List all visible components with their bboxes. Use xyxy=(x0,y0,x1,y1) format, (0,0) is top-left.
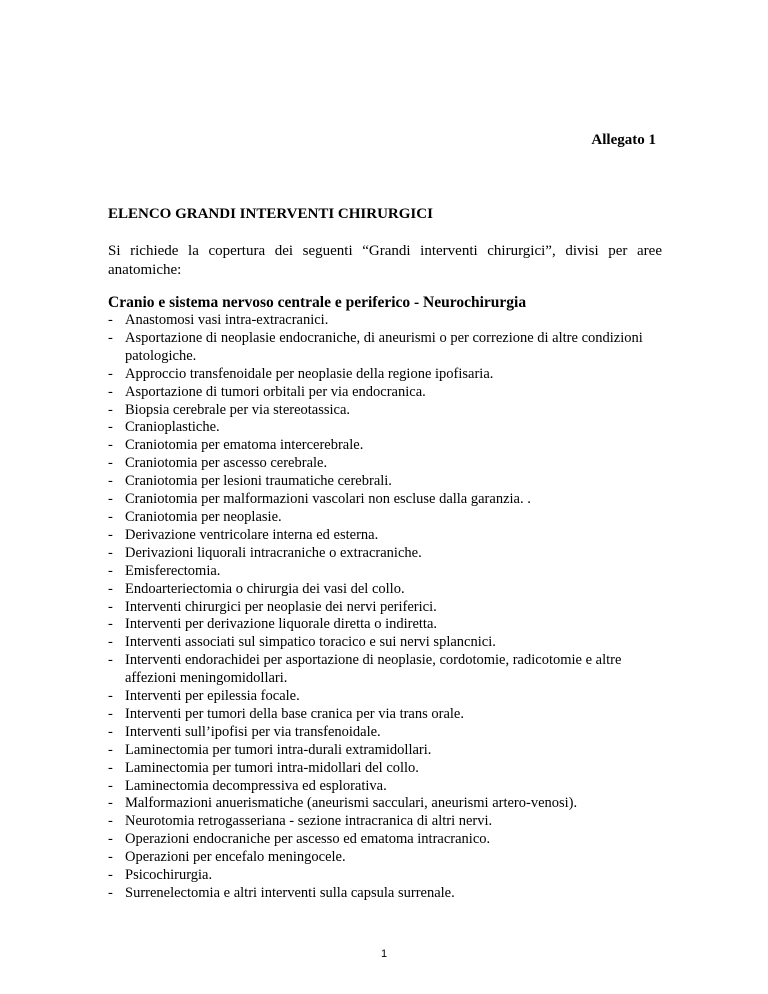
list-item-text: Derivazioni liquorali intracraniche o extracraniche. xyxy=(125,544,422,561)
list-item xyxy=(108,778,668,796)
list-item xyxy=(108,330,668,366)
list-item xyxy=(108,688,668,706)
list-item-text: Interventi associati sul simpatico toracico e sui nervi splancnici. xyxy=(125,634,496,651)
list-item xyxy=(108,402,668,420)
list-item-text: Cranioplastiche. xyxy=(125,419,220,436)
list-bullet: - xyxy=(108,580,113,597)
list-item xyxy=(108,419,668,437)
list-item xyxy=(108,867,668,885)
list-item xyxy=(108,813,668,831)
list-item-text: Endoarteriectomia o chirurgia dei vasi del collo. xyxy=(125,580,405,597)
list-item xyxy=(108,491,668,509)
list-item xyxy=(108,724,668,742)
list-bullet: - xyxy=(108,688,113,705)
list-item-text: Interventi per derivazione liquorale diretta o indiretta. xyxy=(125,616,438,633)
list-item-text: Asportazione di tumori orbitali per via endocranica. xyxy=(125,383,426,400)
list-item-text: Malformazioni anuerismatiche (aneurismi sacculari, aneurismi artero-venosi). xyxy=(125,795,578,812)
list-bullet: - xyxy=(108,867,113,884)
list-bullet: - xyxy=(108,831,113,848)
list-item xyxy=(108,616,668,634)
list-item xyxy=(108,760,668,778)
list-item-text: Interventi per epilessia focale. xyxy=(125,688,300,705)
list-item-text: Laminectomia per tumori intra-midollari del collo. xyxy=(125,759,419,776)
list-item xyxy=(108,652,668,688)
list-item-text: Emisferectomia. xyxy=(125,562,221,579)
list-item-text: Psicochirurgia. xyxy=(125,867,213,884)
list-bullet: - xyxy=(108,849,113,866)
list-bullet: - xyxy=(108,455,113,472)
list-bullet: - xyxy=(108,508,113,525)
list-item-text: Craniotomia per ematoma intercerebrale. xyxy=(125,437,364,454)
list-item xyxy=(108,581,668,599)
list-bullet: - xyxy=(108,795,113,812)
list-item-text: Craniotomia per malformazioni vascolari non escluse dalla garanzia. . xyxy=(125,491,531,508)
list-item xyxy=(108,634,668,652)
list-item xyxy=(108,384,668,402)
list-bullet: - xyxy=(108,652,113,669)
list-bullet: - xyxy=(108,473,113,490)
annex-label: Allegato 1 xyxy=(591,132,656,148)
list-item xyxy=(108,795,668,813)
list-bullet: - xyxy=(108,723,113,740)
list-bullet: - xyxy=(108,598,113,615)
list-bullet: - xyxy=(108,526,113,543)
list-bullet: - xyxy=(108,813,113,830)
list-item xyxy=(108,849,668,867)
list-item xyxy=(108,312,668,330)
list-item-text: Neurotomia retrogasseriana - sezione intracranica di altri nervi. xyxy=(125,813,493,830)
list-item xyxy=(108,742,668,760)
procedure-list xyxy=(108,312,668,903)
list-bullet: - xyxy=(108,705,113,722)
list-item-text: Approccio transfenoidale per neoplasie della regione ipofisaria. xyxy=(125,365,494,382)
list-bullet: - xyxy=(108,616,113,633)
list-item-text: Anastomosi vasi intra-extracranici. xyxy=(125,312,329,328)
list-bullet: - xyxy=(108,329,113,346)
list-bullet: - xyxy=(108,312,113,328)
list-item-text: Craniotomia per neoplasie. xyxy=(125,508,282,525)
list-item-text: Laminectomia per tumori intra-durali extramidollari. xyxy=(125,741,432,758)
list-item xyxy=(108,885,668,903)
list-item xyxy=(108,599,668,617)
section-title: Cranio e sistema nervoso centrale e periferico - Neurochirurgia xyxy=(108,294,527,311)
list-bullet: - xyxy=(108,401,113,418)
list-bullet: - xyxy=(108,365,113,382)
list-item xyxy=(108,437,668,455)
list-bullet: - xyxy=(108,419,113,436)
list-bullet: - xyxy=(108,544,113,561)
list-item-text: Laminectomia decompressiva ed esplorativa. xyxy=(125,777,387,794)
list-item xyxy=(108,509,668,527)
list-item xyxy=(108,455,668,473)
list-item-text: Derivazione ventricolare interna ed esterna. xyxy=(125,526,379,543)
list-bullet: - xyxy=(108,562,113,579)
list-item xyxy=(108,563,668,581)
page-number: 1 xyxy=(380,948,388,960)
list-bullet: - xyxy=(108,759,113,776)
list-item-text: Biopsia cerebrale per via stereotassica. xyxy=(125,401,351,418)
list-item-text: Craniotomia per ascesso cerebrale. xyxy=(125,455,328,472)
list-item xyxy=(108,473,668,491)
list-item xyxy=(108,366,668,384)
list-item xyxy=(108,831,668,849)
list-bullet: - xyxy=(108,741,113,758)
list-item-text: Surrenelectomia e altri interventi sulla capsula surrenale. xyxy=(125,885,455,901)
list-item-text: Interventi sull’ipofisi per via transfenoidale. xyxy=(125,723,381,740)
list-item-text: Interventi per tumori della base cranica per via trans orale. xyxy=(125,705,464,722)
list-bullet: - xyxy=(108,777,113,794)
list-item-text: Operazioni per encefalo meningocele. xyxy=(125,849,346,866)
list-item xyxy=(108,545,668,563)
document-title: ELENCO GRANDI INTERVENTI CHIRURGICI xyxy=(108,206,433,222)
list-bullet: - xyxy=(108,437,113,454)
intro-paragraph: Si richiede la copertura dei seguenti “Grandi interventi chirurgici”, divisi per aree anatomiche: xyxy=(108,243,662,278)
list-bullet: - xyxy=(108,491,113,508)
list-item-text: Asportazione di neoplasie endocraniche, di aneurismi o per correzione di altre condizioni patologiche. xyxy=(125,329,643,364)
list-item-text: Interventi chirurgici per neoplasie dei nervi periferici. xyxy=(125,598,437,615)
list-item-text: Operazioni endocraniche per ascesso ed ematoma intracranico. xyxy=(125,831,491,848)
list-bullet: - xyxy=(108,885,113,901)
list-bullet: - xyxy=(108,383,113,400)
list-item-text: Interventi endorachidei per asportazione di neoplasie, cordotomie, radicotomie e altre affezioni meningomidollari. xyxy=(125,652,622,687)
list-item xyxy=(108,706,668,724)
neurosurgery-section xyxy=(108,294,668,903)
list-bullet: - xyxy=(108,634,113,651)
list-item-text: Craniotomia per lesioni traumatiche cerebrali. xyxy=(125,473,392,490)
list-item xyxy=(108,527,668,545)
